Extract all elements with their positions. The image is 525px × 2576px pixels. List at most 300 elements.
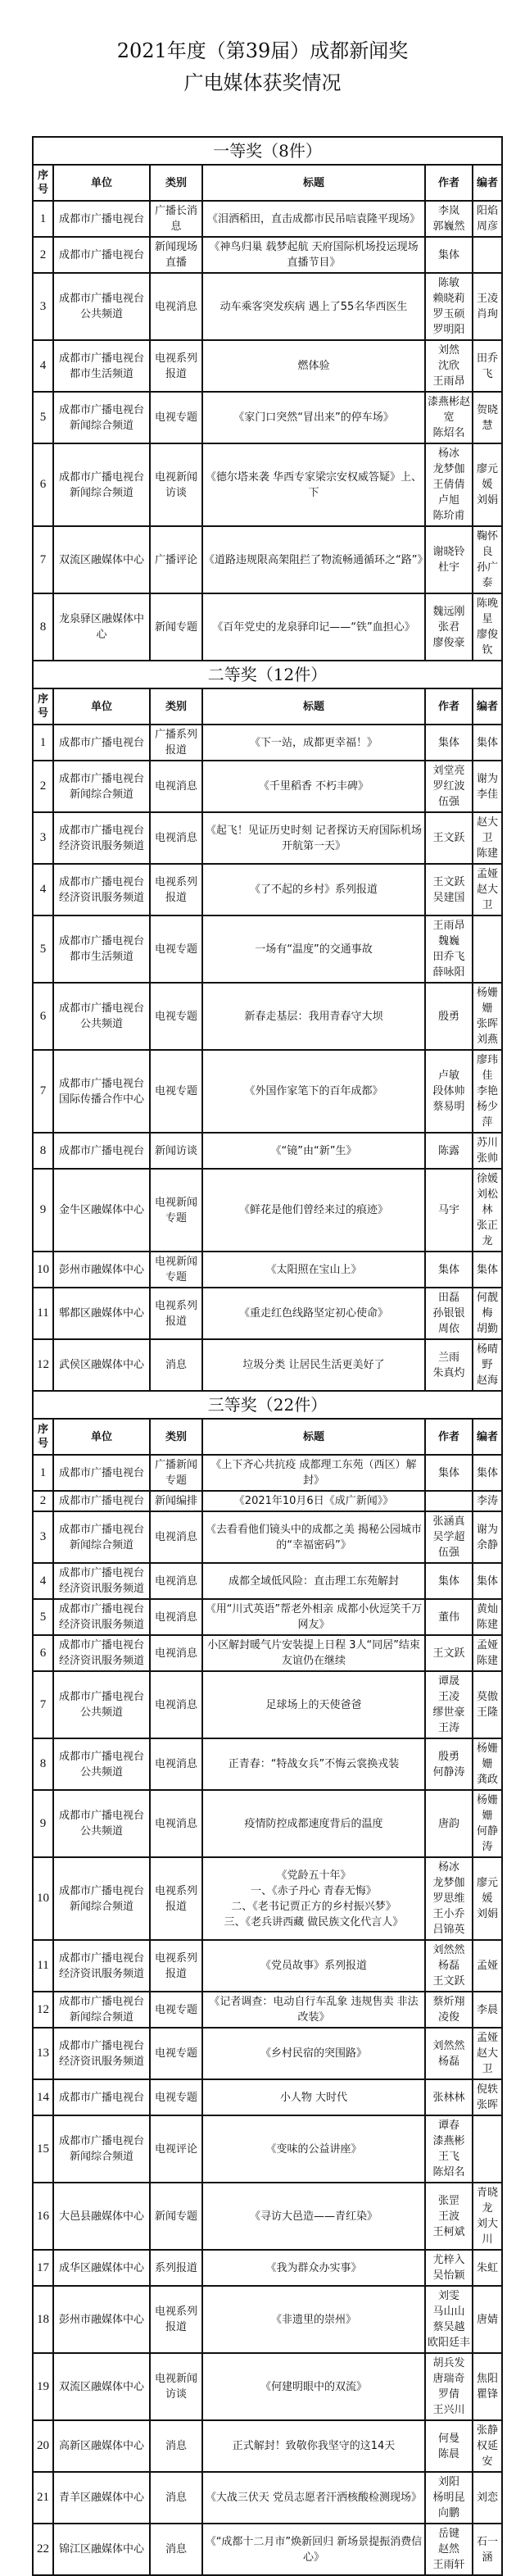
cell-title: 《起飞！见证历史时刻 记者探访天府国际机场开航第一天》: [202, 812, 425, 864]
cell-title: 《变味的公益讲座》: [202, 2115, 425, 2183]
cell-title: 小区解封暖气片安装提上日程 3人“同居”结束 友谊仍在继续: [202, 1635, 425, 1671]
header-category: 类别: [150, 165, 202, 201]
header-number: 序 号: [33, 688, 53, 725]
table-row: [33, 2028, 502, 2079]
cell-unit: 双流区融媒体中心: [53, 526, 150, 593]
cell-unit: 成都市广播电视台 新闻综合频道: [53, 761, 150, 812]
cell-no: 6: [33, 443, 53, 526]
cell-unit: 金牛区融媒体中心: [53, 1169, 150, 1252]
cell-unit: 成都市广播电视台 经济资讯服务频道: [53, 1563, 150, 1599]
cell-unit: 成都市广播电视台: [53, 237, 150, 273]
table-row: [33, 1790, 502, 1857]
cell-editors: 廖玮佳 李艳 杨少萍: [473, 1050, 502, 1133]
table-row: [33, 2420, 502, 2472]
cell-unit: 成都市广播电视台 经济资讯服务频道: [53, 1599, 150, 1635]
cell-no: 18: [33, 2286, 53, 2353]
cell-unit: 彭州市融媒体中心: [53, 2286, 150, 2353]
cell-authors: 王文跃: [425, 1635, 473, 1671]
cell-no: 13: [33, 2028, 53, 2079]
cell-editors: 廖元媛 刘娟: [473, 1857, 502, 1940]
header-editor: 编者: [473, 165, 502, 201]
column-header-row: [33, 165, 502, 201]
cell-no: 1: [33, 1455, 53, 1491]
header-unit: 单位: [53, 165, 150, 201]
cell-category: 电视评论: [150, 2115, 202, 2183]
cell-authors: 蔡炘翔 凌俊: [425, 1992, 473, 2028]
cell-no: 12: [33, 1992, 53, 2028]
table-row: [33, 273, 502, 340]
section-heading-row: [33, 661, 502, 688]
cell-title: 《了不起的乡村》系列报道: [202, 864, 425, 915]
cell-title: 《外国作家笔下的百年成都》: [202, 1050, 425, 1133]
cell-title: 疫情防控成都速度背后的温度: [202, 1790, 425, 1857]
cell-category: 电视系列报道: [150, 340, 202, 392]
cell-unit: 成都市广播电视台 都市生活频道: [53, 915, 150, 983]
table-row: [33, 237, 502, 273]
cell-no: 2: [33, 1491, 53, 1511]
cell-no: 5: [33, 915, 53, 983]
header-unit: 单位: [53, 688, 150, 725]
cell-unit: 成都市广播电视台 经济资讯服务频道: [53, 2028, 150, 2079]
cell-unit: 成都市广播电视台: [53, 201, 150, 237]
cell-unit: 成都市广播电视台 新闻综合频道: [53, 1511, 150, 1563]
cell-editors: 孟娅 陈建: [473, 1635, 502, 1671]
cell-no: 2: [33, 237, 53, 273]
cell-editors: 鞠怀良 孙广泰: [473, 526, 502, 593]
cell-category: 电视系列报道: [150, 864, 202, 915]
cell-editors: 谢为 余静: [473, 1511, 502, 1563]
cell-authors: 陈敏 赖晓莉 罗玉硕 罗明阳: [425, 273, 473, 340]
cell-editors: 孟娅 赵大卫: [473, 864, 502, 915]
cell-unit: 大邑县融媒体中心: [53, 2183, 150, 2250]
cell-category: 电视消息: [150, 1671, 202, 1738]
cell-authors: 王文跃 吴建国: [425, 864, 473, 915]
cell-title: 《非遗里的崇州》: [202, 2286, 425, 2353]
cell-no: 3: [33, 1511, 53, 1563]
cell-editors: 集体: [473, 1455, 502, 1491]
table-row: [33, 1455, 502, 1491]
cell-editors: 朱虹: [473, 2250, 502, 2286]
cell-editors: 廖元媛 刘娟: [473, 443, 502, 526]
table-row: [33, 983, 502, 1050]
cell-authors: 陈露: [425, 1133, 473, 1169]
cell-title: 《大战三伏天 党员志愿者汗洒核酸检测现场》: [202, 2472, 425, 2524]
cell-title: 《2021年10月6日《成广新闻》》: [202, 1491, 425, 1511]
cell-title: 《重走红色线路坚定初心使命》: [202, 1288, 425, 1339]
cell-no: 1: [33, 201, 53, 237]
cell-editors: 李涛: [473, 1491, 502, 1511]
cell-editors: 阳焰 周彦: [473, 201, 502, 237]
table-row: [33, 1599, 502, 1635]
cell-authors: 谭春 漆燕彬 王飞 陈炤名: [425, 2115, 473, 2183]
cell-no: 2: [33, 761, 53, 812]
table-row: [33, 812, 502, 864]
cell-editors: 刘恋: [473, 2472, 502, 2524]
cell-title: 正青春：“特战女兵”不悔云裳换戎装: [202, 1738, 425, 1790]
cell-no: 10: [33, 1252, 53, 1288]
cell-category: 电视新闻访谈: [150, 2353, 202, 2420]
table-row: [33, 340, 502, 392]
cell-no: 7: [33, 1050, 53, 1133]
cell-authors: 刘阳 杨明昆 向鹏: [425, 2472, 473, 2524]
cell-no: 6: [33, 1635, 53, 1671]
table-row: [33, 1339, 502, 1391]
cell-no: 8: [33, 593, 53, 661]
table-row: [33, 1992, 502, 2028]
header-title: 标题: [202, 1419, 425, 1455]
cell-authors: [425, 1491, 473, 1511]
cell-category: 电视专题: [150, 983, 202, 1050]
cell-no: 19: [33, 2353, 53, 2420]
cell-unit: 郫都区融媒体中心: [53, 1288, 150, 1339]
header-title: 标题: [202, 165, 425, 201]
cell-category: 电视消息: [150, 1563, 202, 1599]
cell-editors: 徐媛 刘松林 张正龙: [473, 1169, 502, 1252]
cell-no: 3: [33, 273, 53, 340]
table-row: [33, 1252, 502, 1288]
cell-editors: 张静权延安: [473, 2420, 502, 2472]
column-header-row: [33, 688, 502, 725]
cell-title: 《千里稻香 不朽丰碑》: [202, 761, 425, 812]
header-author: 作者: [425, 688, 473, 725]
cell-no: 4: [33, 340, 53, 392]
cell-no: 5: [33, 1599, 53, 1635]
cell-authors: 王文跃: [425, 812, 473, 864]
cell-category: 广播新闻专题: [150, 1455, 202, 1491]
cell-no: 5: [33, 392, 53, 443]
cell-unit: 成都市广播电视台: [53, 725, 150, 761]
table-row: [33, 725, 502, 761]
cell-editors: 唐婧: [473, 2286, 502, 2353]
table-row: [33, 1635, 502, 1671]
cell-category: 电视系列报道: [150, 1940, 202, 1992]
cell-title: 成都全域低风险：直击理工东苑解封: [202, 1563, 425, 1599]
cell-editors: 石一涵: [473, 2524, 502, 2575]
cell-title: 《我为群众办实事》: [202, 2250, 425, 2286]
cell-unit: 成都市广播电视台: [53, 2079, 150, 2115]
table-row: [33, 1050, 502, 1133]
table-row: [33, 593, 502, 661]
cell-category: 电视消息: [150, 1738, 202, 1790]
cell-category: 消息: [150, 1339, 202, 1391]
cell-category: 电视消息: [150, 812, 202, 864]
cell-editors: [473, 2115, 502, 2183]
cell-authors: 马宇: [425, 1169, 473, 1252]
cell-category: 新闻访谈: [150, 1133, 202, 1169]
cell-editors: 杨姗姗 张晖 刘燕: [473, 983, 502, 1050]
cell-editors: 杨姗姗 龚政: [473, 1738, 502, 1790]
cell-title: 一场有“温度”的交通事故: [202, 915, 425, 983]
table-row: [33, 1671, 502, 1738]
cell-unit: 双流区融媒体中心: [53, 2353, 150, 2420]
title-line-1: 2021年度（第39届）成都新闻奖: [116, 39, 409, 62]
cell-editors: 集体: [473, 725, 502, 761]
cell-editors: 苏川 张帅: [473, 1133, 502, 1169]
cell-unit: 成都市广播电视台 公共频道: [53, 983, 150, 1050]
cell-authors: 刘然然 杨磊 王文跃: [425, 1940, 473, 1992]
cell-category: 广播长消息: [150, 201, 202, 237]
cell-title: 《何建明眼中的双流》: [202, 2353, 425, 2420]
cell-category: 电视专题: [150, 1992, 202, 2028]
section-heading-row: [33, 137, 502, 165]
cell-category: 电视专题: [150, 2028, 202, 2079]
cell-editors: 莫傲 王隆: [473, 1671, 502, 1738]
cell-category: 新闻专题: [150, 2183, 202, 2250]
cell-editors: 杨晴野 赵海: [473, 1339, 502, 1391]
cell-category: 新闻编排: [150, 1491, 202, 1511]
cell-authors: 董伟: [425, 1599, 473, 1635]
table-row: [33, 2183, 502, 2250]
cell-category: 电视系列报道: [150, 2286, 202, 2353]
cell-category: 新闻现场直播: [150, 237, 202, 273]
cell-editors: 倪轶 张晖: [473, 2079, 502, 2115]
cell-unit: 成都市广播电视台 公共频道: [53, 273, 150, 340]
cell-category: 电视新闻访谈: [150, 443, 202, 526]
cell-no: 8: [33, 1738, 53, 1790]
cell-category: 消息: [150, 2472, 202, 2524]
cell-no: 11: [33, 1288, 53, 1339]
header-number: 序 号: [33, 1419, 53, 1455]
cell-no: 3: [33, 812, 53, 864]
table-row: [33, 1738, 502, 1790]
header-author: 作者: [425, 1419, 473, 1455]
table-row: [33, 392, 502, 443]
cell-editors: [473, 915, 502, 983]
cell-authors: 集体: [425, 1252, 473, 1288]
table-row: [33, 1133, 502, 1169]
cell-unit: 成都市广播电视台 新闻综合频道: [53, 392, 150, 443]
cell-authors: 杨冰 龙梦伽 罗思维 王小乔 吕锦英: [425, 1857, 473, 1940]
cell-authors: 殷勇: [425, 983, 473, 1050]
cell-authors: 漆燕彬赵宽 陈炤名: [425, 392, 473, 443]
cell-authors: 殷勇 何静涛: [425, 1738, 473, 1790]
cell-title: 《上下齐心共抗疫 成都理工东苑（西区）解封》: [202, 1455, 425, 1491]
cell-unit: 成都市广播电视台 经济资讯服务频道: [53, 864, 150, 915]
cell-title: 《下一站，成都更幸福！》: [202, 725, 425, 761]
cell-no: 11: [33, 1940, 53, 1992]
cell-category: 电视消息: [150, 1599, 202, 1635]
cell-unit: 成都市广播电视台 经济资讯服务频道: [53, 1635, 150, 1671]
table-row: [33, 2250, 502, 2286]
cell-category: 消息: [150, 2420, 202, 2472]
cell-category: 电视消息: [150, 273, 202, 340]
cell-unit: 武侯区融媒体中心: [53, 1339, 150, 1391]
document-title: [0, 0, 525, 99]
cell-unit: 成都市广播电视台 经济资讯服务频道: [53, 812, 150, 864]
cell-title: 《鲜花是他们曾经来过的痕迹》: [202, 1169, 425, 1252]
cell-no: 8: [33, 1133, 53, 1169]
cell-authors: 唐韵: [425, 1790, 473, 1857]
section-heading: 二等奖（12件）: [33, 661, 502, 688]
cell-no: 10: [33, 1857, 53, 1940]
cell-authors: 张罡 王波 王柯斌: [425, 2183, 473, 2250]
table-row: [33, 1857, 502, 1940]
cell-authors: 刘雯 马山山 蔡吴越 欧阳廷丰: [425, 2286, 473, 2353]
cell-unit: 成都市广播电视台 公共频道: [53, 1671, 150, 1738]
cell-title: 《党员故事》系列报道: [202, 1940, 425, 1992]
header-editor: 编者: [473, 1419, 502, 1455]
cell-editors: 焦阳 瞿锋: [473, 2353, 502, 2420]
cell-authors: 尤梓入 吴怡颖: [425, 2250, 473, 2286]
cell-unit: 龙泉驿区融媒体中心: [53, 593, 150, 661]
cell-editors: 青晓龙 刘大川: [473, 2183, 502, 2250]
cell-editors: 王凌 肖珣: [473, 273, 502, 340]
cell-no: 9: [33, 1169, 53, 1252]
cell-no: 6: [33, 983, 53, 1050]
table-row: [33, 2472, 502, 2524]
awards-table: [32, 136, 503, 2576]
cell-category: 新闻专题: [150, 593, 202, 661]
cell-no: 7: [33, 526, 53, 593]
cell-editors: 孟娅 赵大卫: [473, 2028, 502, 2079]
cell-unit: 成都市广播电视台 经济资讯服务频道: [53, 1940, 150, 1992]
cell-authors: 刘然然 杨磊: [425, 2028, 473, 2079]
table-row: [33, 1940, 502, 1992]
table-row: [33, 1563, 502, 1599]
cell-title: 《道路违规限高架阻拦了物流畅通循环之“路”》: [202, 526, 425, 593]
cell-authors: 兰雨 朱真灼: [425, 1339, 473, 1391]
cell-title: 《泪洒稻田，直击成都市民吊唁袁隆平现场》: [202, 201, 425, 237]
cell-title: 《寻访大邑造——青红染》: [202, 2183, 425, 2250]
cell-authors: 李岚 郭巍然: [425, 201, 473, 237]
cell-title: 《百年党史的龙泉驿印记——“铁”血担心》: [202, 593, 425, 661]
cell-title: 燃体验: [202, 340, 425, 392]
cell-no: 12: [33, 1339, 53, 1391]
cell-editors: 谢为 李佳: [473, 761, 502, 812]
cell-editors: 陈晚星 廖俊钦: [473, 593, 502, 661]
cell-authors: 卢敏 段体帅 蔡易明: [425, 1050, 473, 1133]
cell-authors: 何曼 陈晨: [425, 2420, 473, 2472]
cell-no: 4: [33, 1563, 53, 1599]
cell-title: 《乡村民宿的突围路》: [202, 2028, 425, 2079]
cell-authors: 集体: [425, 237, 473, 273]
table-row: [33, 1511, 502, 1563]
cell-category: 电视系列报道: [150, 1288, 202, 1339]
cell-authors: 集体: [425, 1455, 473, 1491]
cell-category: 电视新闻专题: [150, 1252, 202, 1288]
cell-unit: 成都市广播电视台 国际传播合作中心: [53, 1050, 150, 1133]
cell-authors: 张涵真 吴学超 伍强: [425, 1511, 473, 1563]
cell-authors: 张林林: [425, 2079, 473, 2115]
column-header-row: [33, 1419, 502, 1455]
cell-authors: 岳键 赵然 王雨轩: [425, 2524, 473, 2575]
header-title: 标题: [202, 688, 425, 725]
cell-category: 消息: [150, 2524, 202, 2575]
cell-title: 《“镜”由“新”生》: [202, 1133, 425, 1169]
header-author: 作者: [425, 165, 473, 201]
cell-no: 1: [33, 725, 53, 761]
cell-no: 17: [33, 2250, 53, 2286]
header-unit: 单位: [53, 1419, 150, 1455]
table-row: [33, 2353, 502, 2420]
cell-unit: 成都市广播电视台 公共频道: [53, 1790, 150, 1857]
cell-unit: 彭州市融媒体中心: [53, 1252, 150, 1288]
cell-title: 《去看看他们镜头中的成都之美 揭秘公园城市的“幸福密码”》: [202, 1511, 425, 1563]
cell-editors: [473, 237, 502, 273]
header-category: 类别: [150, 688, 202, 725]
cell-editors: 贺晓慧: [473, 392, 502, 443]
cell-authors: 集体: [425, 1563, 473, 1599]
table-row: [33, 201, 502, 237]
cell-authors: 刘堂亮 罗红波 伍强: [425, 761, 473, 812]
cell-unit: 成都市广播电视台: [53, 1491, 150, 1511]
cell-unit: 成都市广播电视台: [53, 1133, 150, 1169]
header-category: 类别: [150, 1419, 202, 1455]
cell-editors: 赵大卫 陈建: [473, 812, 502, 864]
cell-no: 14: [33, 2079, 53, 2115]
cell-title: 正式解封！致敬你我坚守的这14天: [202, 2420, 425, 2472]
cell-unit: 成都市广播电视台: [53, 1455, 150, 1491]
cell-unit: 成华区融媒体中心: [53, 2250, 150, 2286]
cell-no: 21: [33, 2472, 53, 2524]
cell-authors: 集体: [425, 725, 473, 761]
cell-no: 16: [33, 2183, 53, 2250]
table-row: [33, 1169, 502, 1252]
cell-no: 4: [33, 864, 53, 915]
cell-title: 《用“川式英语”帮老外相亲 成都小伙逗笑千万网友》: [202, 1599, 425, 1635]
cell-editors: 孟娅: [473, 1940, 502, 1992]
cell-no: 22: [33, 2524, 53, 2575]
table-row: [33, 2524, 502, 2575]
cell-title: 《“成都十二月市”焕新回归 新场景提振消费信心》: [202, 2524, 425, 2575]
section-heading-row: [33, 1391, 502, 1419]
cell-unit: 成都市广播电视台 新闻综合频道: [53, 443, 150, 526]
cell-unit: 青羊区融媒体中心: [53, 2472, 150, 2524]
table-row: [33, 443, 502, 526]
cell-no: 9: [33, 1790, 53, 1857]
cell-unit: 成都市广播电视台 新闻综合频道: [53, 1992, 150, 2028]
table-row: [33, 915, 502, 983]
cell-unit: 成都市广播电视台 新闻综合频道: [53, 1857, 150, 1940]
cell-no: 7: [33, 1671, 53, 1738]
cell-category: 电视专题: [150, 392, 202, 443]
section-heading: 一等奖（8件）: [33, 137, 502, 165]
cell-authors: 魏远刚 张君 廖俊豪: [425, 593, 473, 661]
cell-editors: 李晨: [473, 1992, 502, 2028]
cell-no: 15: [33, 2115, 53, 2183]
cell-category: 电视消息: [150, 1511, 202, 1563]
cell-title: 《记者调查：电动自行车乱象 违规售卖 非法改装》: [202, 1992, 425, 2028]
cell-editors: 黄灿 陈建: [473, 1599, 502, 1635]
cell-editors: 集体: [473, 1252, 502, 1288]
cell-category: 电视新闻专题: [150, 1169, 202, 1252]
cell-title: 垃圾分类 让居民生活更美好了: [202, 1339, 425, 1391]
cell-category: 电视专题: [150, 1050, 202, 1133]
cell-editors: 杨姗姗 何静涛: [473, 1790, 502, 1857]
cell-title: 新春走基层：我用青春守大坝: [202, 983, 425, 1050]
cell-category: 电视系列报道: [150, 1857, 202, 1940]
cell-authors: 谢晓铃 杜宇: [425, 526, 473, 593]
cell-no: 20: [33, 2420, 53, 2472]
title-line-2: 广电媒体获奖情况: [183, 71, 342, 94]
cell-category: 电视消息: [150, 1635, 202, 1671]
cell-authors: 杨冰 龙梦伽 王倩倩 卢旭 陈玠甫: [425, 443, 473, 526]
table-row: [33, 526, 502, 593]
cell-title: 《党龄五十年》 一、《赤子丹心 青春无悔》 二、《老书记贾正方的乡村振兴梦》 三、《老兵讲西藏 做民族文化代言人》: [202, 1857, 425, 1940]
header-editor: 编者: [473, 688, 502, 725]
cell-category: 电视消息: [150, 761, 202, 812]
cell-authors: 刘然 沈欣 王雨昂: [425, 340, 473, 392]
cell-category: 电视专题: [150, 2079, 202, 2115]
cell-authors: 胡兵发 唐瑞奇 罗倩 王兴川: [425, 2353, 473, 2420]
cell-unit: 高新区融媒体中心: [53, 2420, 150, 2472]
cell-authors: 谭晟 王凌 缪世豪 王涛: [425, 1671, 473, 1738]
table-row: [33, 1491, 502, 1511]
cell-editors: 何靓梅 胡勤: [473, 1288, 502, 1339]
cell-category: 电视消息: [150, 1790, 202, 1857]
cell-title: 《神鸟归巢 载梦起航 天府国际机场投运现场直播节目》: [202, 237, 425, 273]
cell-title: 足球场上的天使爸爸: [202, 1671, 425, 1738]
